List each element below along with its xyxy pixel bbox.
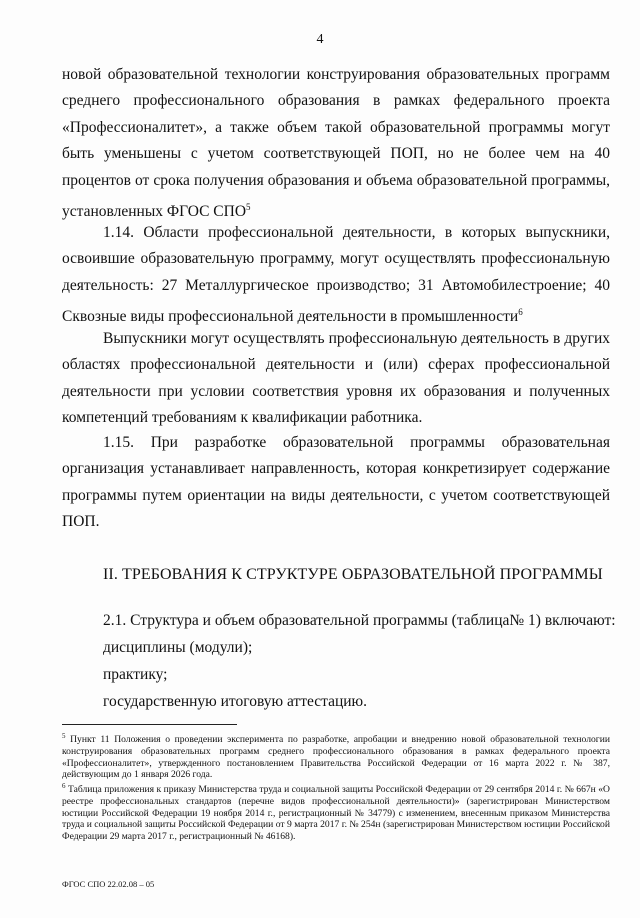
line: программы путем ориентации на виды деятельности, с учетом соответствующей [62, 486, 610, 504]
line: областях профессиональной деятельности и (или) сферах профессиональной [62, 356, 610, 374]
footnote-ref-5: 5 [246, 202, 251, 213]
line: новой образовательной технологии конструирования образовательных программ [62, 66, 610, 83]
paragraph-graduates [62, 326, 610, 432]
line: технологии конструирования образовательных программ среднего профессионального образования в рамках [62, 734, 610, 757]
line: организация устанавливает направленность, которая конкретизирует содержание [62, 460, 610, 478]
list-item: практику; [103, 666, 168, 683]
list-item: дисциплины (модули); [103, 639, 253, 656]
line: деятельности)» (зарегистрирован Министерством юстиции Российской Федерации 19 ноября 2014 г., [62, 795, 610, 819]
footnote-6 [62, 781, 610, 843]
line: «Профессионалитет», а также объем такой образовательной программы могут быть [62, 118, 610, 163]
line: 29 марта 2017 г., регистрационный № 46168). [109, 831, 296, 842]
line: от срока получения образования и объема образовательной программы, [134, 171, 610, 189]
line: деятельности при условии соответствия уровня их образования и полученных [62, 382, 610, 400]
line: уменьшены с учетом соответствующей ПОП, но не более чем на 40 процентов [62, 145, 610, 189]
line: освоившие образовательную программу, могут осуществлять профессиональную [62, 250, 610, 268]
line: Российской Федерации от 9 марта 2017 г. № 254н (зарегистрирован Министерством юстиции Российской Федерации [62, 819, 610, 842]
footer-code: ФГОС СПО 22.02.08 – 05 [62, 879, 155, 889]
line: Выпускники могут осуществлять профессиональную деятельность в других [103, 330, 610, 347]
page-number: 4 [316, 32, 324, 47]
paragraph-1-15 [62, 430, 610, 536]
section-heading: II. ТРЕБОВАНИЯ К СТРУКТУРЕ ОБРАЗОВАТЕЛЬНОЙ ПРОГРАММЫ [103, 566, 603, 583]
line: 1.14. Области профессиональной деятельности, в которых выпускники, [103, 224, 610, 241]
line: 40 Сквозные виды профессиональной деятельности в промышленности [62, 276, 610, 326]
line: 1.15. При разработке образовательной программы образовательная [103, 434, 610, 451]
line: компетенций требованиям к квалификации работника. [62, 409, 423, 427]
list-item: государственную итоговую аттестацию. [103, 693, 368, 710]
line: от 16 марта 2022 г. № 387, действующим до 1 января 2026 года. [62, 757, 610, 781]
line: среднего профессионального образования в рамках федерального проекта [62, 92, 610, 110]
paragraph-1 [62, 62, 610, 226]
footnote-mark: 6 [62, 782, 66, 790]
line: ПОП. [62, 513, 100, 531]
list-item: 2.1. Структура и объем образовательной программы (таблица№ 1) включают: [103, 612, 616, 629]
line: регистрационный № 34779) с изменением, внесенным приказом Министерства труда и социальной защиты [62, 807, 610, 831]
footnote-separator [62, 724, 237, 725]
line: Таблица приложения к приказу Министерства труда и социальной защиты Российской Федерации [67, 784, 471, 796]
line: установленных ФГОС СПО [62, 203, 247, 221]
line: деятельность: 27 Металлургическое производство; 31 Автомобилестроение; [62, 276, 587, 294]
line: федерального проекта «Профессионалитет», утвержденного постановлением Правительства Российской Федерации [62, 745, 611, 769]
line: от 29 сентября 2014 г. № 667н «О реестре профессиональных стандартов (перечне видов профессиональной [62, 784, 610, 807]
footnote-ref-6: 6 [518, 307, 523, 318]
footnote-mark: 5 [62, 732, 66, 740]
paragraph-1-14 [62, 220, 610, 331]
line: Пункт 11 Положения о проведении эксперимента по разработке, апробации и внедрению новой образовательной [70, 734, 559, 746]
footnote-5 [62, 731, 610, 781]
